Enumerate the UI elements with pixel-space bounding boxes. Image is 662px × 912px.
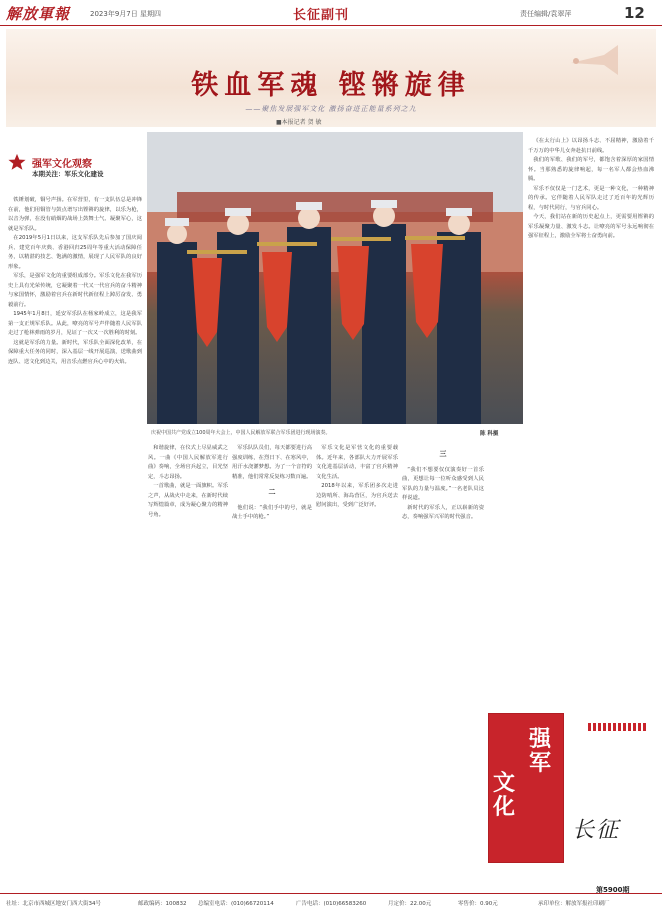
- article-column-a: [8, 196, 142, 912]
- byline: ■本报记者 贺 敏: [276, 119, 322, 126]
- paragraph: 2018年以来，军乐团多次走进边防哨所、海岛营区，为官兵送去慰问演出，受到广泛好评。: [316, 483, 398, 508]
- section-number: 三: [439, 450, 447, 458]
- editors: 责任编辑/袁翠萍: [520, 10, 572, 18]
- footer-phone: 总编室电话：(010)66720114: [198, 901, 274, 907]
- footer-ads-phone: 广告电话：(010)66583260: [296, 901, 367, 907]
- photo-credit: 陈 科摄: [480, 431, 499, 437]
- paragraph: 军乐，是强军文化的重要组成部分。军乐文化在我军历史上具有光荣传统，它凝聚着一代又一代官兵的奋斗精神与家国情怀，激励着官兵在新时代新征程上踔厉奋发、勇毅前行。: [8, 273, 142, 308]
- paragraph: 军乐队队员们，每天都要进行高强度训练，在烈日下、在寒风中，用汗水浇灌梦想。为了一个音符的精准，他们常常反复练习数百遍。: [232, 445, 312, 480]
- footer-retail-price: 零售价：0.90元: [458, 901, 498, 907]
- paragraph: 军乐文化是军营文化的重要载体。近年来，各部队大力开展军乐文化进基层活动，丰富了官兵精神文化生活。: [316, 445, 398, 480]
- subheadline: ——聚焦发展强军文化 激扬奋进正能量系列之九: [245, 105, 417, 113]
- column-header: [8, 153, 143, 181]
- logo-word-qiangjun: 强军: [529, 727, 552, 776]
- issue-number: 第5900期: [596, 886, 630, 894]
- article-column-b: [148, 444, 228, 884]
- paper-logo: 解放軍報: [6, 5, 71, 23]
- photo-caption: 庆祝中国共产党成立100周年大会上，中国人民解放军联合军乐团进行现场演奏。: [151, 430, 331, 436]
- paragraph: 新时代的军乐人，正以崭新的姿态，奏响强军兴军的时代强音。: [402, 504, 484, 520]
- section-name: 长征副刊: [293, 8, 350, 23]
- qiangjun-wenhua-logo: [488, 713, 564, 863]
- paragraph: 这就是军乐的力量。新时代，军乐队全面深化改革，在保障重大任务的同时，深入基层一线开展巡演，送歌曲到连队、送文化到边关，用音乐点燃官兵心中的火焰。: [8, 339, 142, 365]
- article-column-e: [402, 444, 484, 884]
- footer-price: 月定价：22.00元: [388, 901, 432, 907]
- column-logo-block: [488, 713, 656, 898]
- changzheng-calligraphy: 长征: [572, 818, 621, 843]
- footer: [0, 893, 662, 912]
- paragraph: 今天，我们站在新的历史起点上，更需要用铿锵的军乐凝聚力量、激发斗志。让嘹亮的军号永远响彻在强军征程上，激励全军将士奋勇向前。: [528, 214, 654, 239]
- masthead: [0, 0, 662, 26]
- paragraph: “我们不想要仅仅演奏好一首乐曲，更想让每一位听众感受到人民军队的力量与温度。”一名老队员这样说道。: [402, 466, 484, 501]
- paragraph: 《在太行山上》以昂扬斗志、不屈精神，激励着千千万万的中华儿女奔赴抗日前线。: [528, 138, 654, 154]
- paragraph: 一首歌曲，就是一面旗帜。军乐之声，从战火中走来，在新时代续写辉煌篇章，成为凝心聚力的精神号角。: [148, 483, 228, 518]
- paragraph: 在2019年5月1日以来，这支军乐队先后参加了国庆阅兵、建党百年庆典、香港回归25周年等重大活动保障任务，以精湛的技艺、饱满的激情，展现了人民军队的良好形象。: [8, 235, 142, 270]
- footer-address: 社址：北京市西城区地安门西大街34号: [6, 901, 101, 907]
- column-title: 强军文化观察: [32, 159, 92, 170]
- paragraph: 军乐不仅仅是一门艺术，更是一种文化，一种精神的传承。它伴随着人民军队走过了近百年的光辉历程，与时代同行，与官兵同心。: [528, 185, 654, 211]
- band-photo: [147, 132, 523, 424]
- headline: 铁血军魂 铿锵旋律: [191, 70, 471, 101]
- band-photo-illustration: [147, 132, 523, 424]
- footer-printer: 承印单位：解放军报社印刷厂: [538, 901, 610, 907]
- paragraph: 我们的军歌、我们的军号，都饱含着深厚的家国情怀。当那熟悉的旋律响起，每一名军人都会热血沸腾。: [528, 157, 654, 182]
- paragraph: 和谐旋律，在仪式上尽显威武之风。一曲《中国人民解放军进行曲》奏响，全场官兵起立，目光坚定，斗志昂扬。: [148, 445, 228, 480]
- star-icon: [8, 153, 26, 171]
- footer-postcode: 邮政编码：100832: [138, 901, 187, 907]
- article-column-c: [232, 444, 312, 884]
- paragraph: 1945年1月8日，延安军乐队在杨家岭成立，这是我军第一支正规军乐队。从此，嘹亮的军号声伴随着人民军队走过了枪林弹雨的岁月，见证了一次又一次胜利的时刻。: [8, 311, 142, 336]
- paragraph: 铁锤划破，铜号声扬。在军营里，有一支队伍总是冲锋在前，他们用铜管与鼓点谱写出铿锵的旋律，以乐为枪，以音为弹，在没有硝烟的战场上鼓舞士气、凝聚军心，这就是军乐队。: [8, 197, 142, 232]
- title-banner: [6, 29, 656, 127]
- column-subtitle: 本期关注：军乐文化建设: [32, 170, 104, 178]
- paragraph: 他们说：“我们手中的号，就是战士手中的枪。”: [232, 504, 312, 520]
- page-number: 12: [624, 4, 645, 22]
- logo-word-wenhua: 文化: [493, 771, 516, 820]
- issue-date: 2023年9月7日 星期四: [90, 10, 161, 18]
- section-number: 二: [268, 488, 276, 496]
- article-column-d: [316, 444, 398, 884]
- decorative-stripe: [588, 723, 648, 731]
- article-column-f: [528, 137, 654, 657]
